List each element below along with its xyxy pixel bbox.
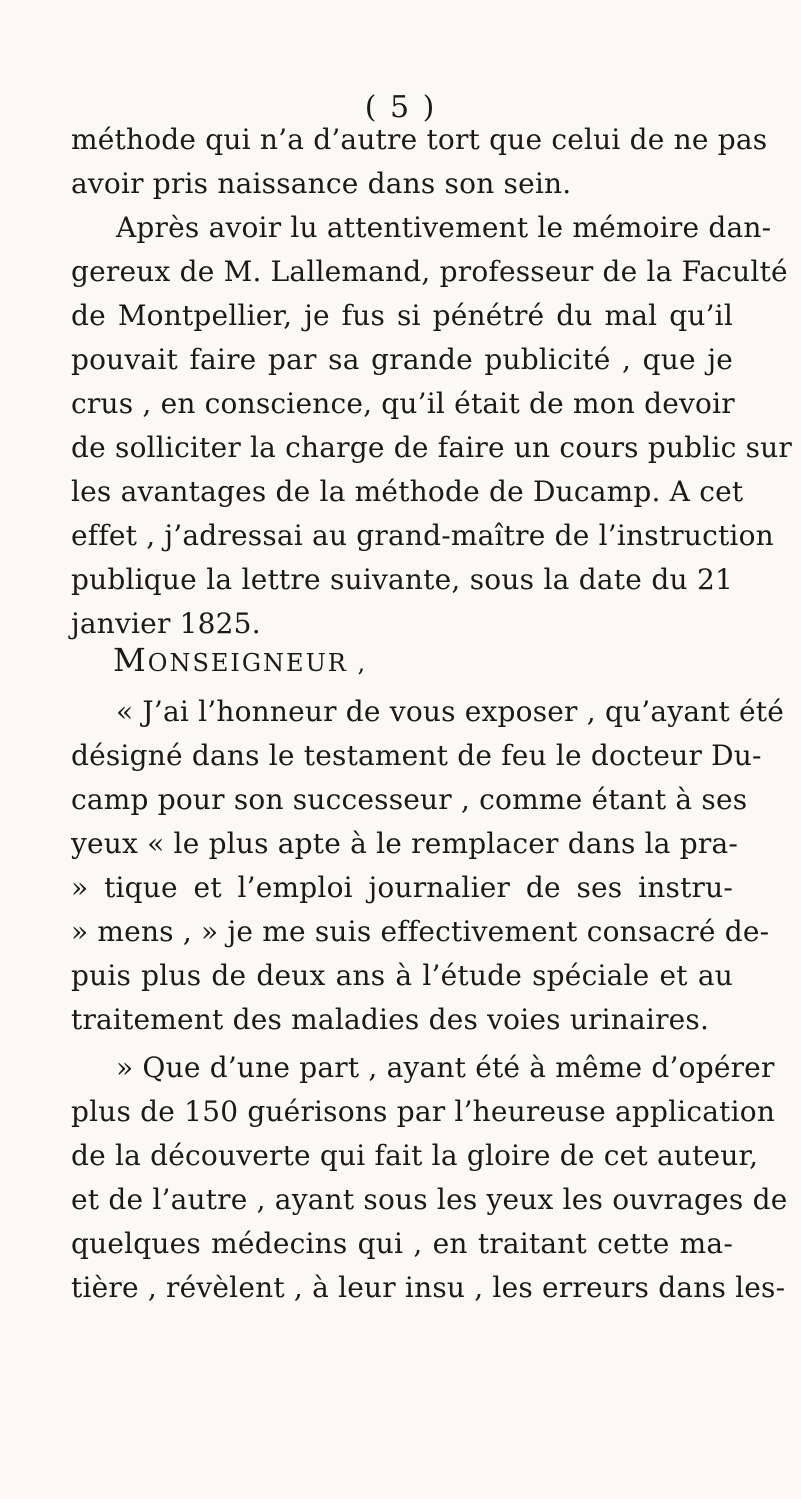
text-line: plus de 150 guérisons par l’heureuse application bbox=[71, 1095, 776, 1128]
text-line: yeux « le plus apte à le remplacer dans la pra- bbox=[71, 827, 739, 860]
text-line: Après avoir lu attentivement le mémoire dan- bbox=[116, 211, 772, 244]
text-line: puis plus de deux ans à l’étude spéciale et au bbox=[71, 959, 733, 992]
text-line: effet , j’adressai au grand-maître de l’instruction bbox=[71, 519, 774, 552]
text-line: » Que d’une part , ayant été à même d’opérer bbox=[116, 1051, 775, 1084]
text-line: de Montpellier, je fus si pénétré du mal qu’il bbox=[71, 299, 733, 332]
text-line: gereux de M. Lallemand, professeur de la Faculté bbox=[71, 255, 788, 288]
text-line: de solliciter la charge de faire un cours public sur bbox=[71, 431, 792, 464]
text-line: traitement des maladies des voies urinaires. bbox=[71, 1003, 710, 1036]
text-line: » mens , » je me suis effectivement consacré de- bbox=[71, 915, 770, 948]
text-line: crus , en conscience, qu’il était de mon devoir bbox=[71, 387, 735, 420]
text-line: pouvait faire par sa grande publicité , que je bbox=[71, 343, 733, 376]
page-number: ( 5 ) bbox=[364, 90, 437, 125]
text-line: » tique et l’emploi journalier de ses instru- bbox=[71, 871, 733, 904]
text-line: désigné dans le testament de feu le docteur Du- bbox=[71, 739, 762, 772]
text-line: tière , révèlent , à leur insu , les erreurs dans les- bbox=[71, 1271, 786, 1304]
salutation-initial: M bbox=[113, 641, 148, 679]
text-line: camp pour son successeur , comme étant à ses bbox=[71, 783, 748, 816]
text-line: quelques médecins qui , en traitant cette ma- bbox=[71, 1227, 733, 1260]
text-line: avoir pris naissance dans son sein. bbox=[71, 167, 572, 200]
text-line: méthode qui n’a d’autre tort que celui de ne pas bbox=[71, 123, 768, 156]
letter-salutation bbox=[113, 638, 367, 682]
salutation-rest: ONSEIGNEUR , bbox=[147, 649, 368, 677]
text-line: et de l’autre , ayant sous les yeux les ouvrages de bbox=[71, 1183, 788, 1216]
text-line: publique la lettre suivante, sous la date du 21 bbox=[71, 563, 733, 596]
text-line: les avantages de la méthode de Ducamp. A cet bbox=[71, 475, 744, 508]
text-line: « J’ai l’honneur de vous exposer , qu’ayant été bbox=[116, 695, 784, 728]
text-line: de la découverte qui fait la gloire de cet auteur, bbox=[71, 1139, 759, 1172]
text-line: janvier 1825. bbox=[71, 607, 261, 640]
